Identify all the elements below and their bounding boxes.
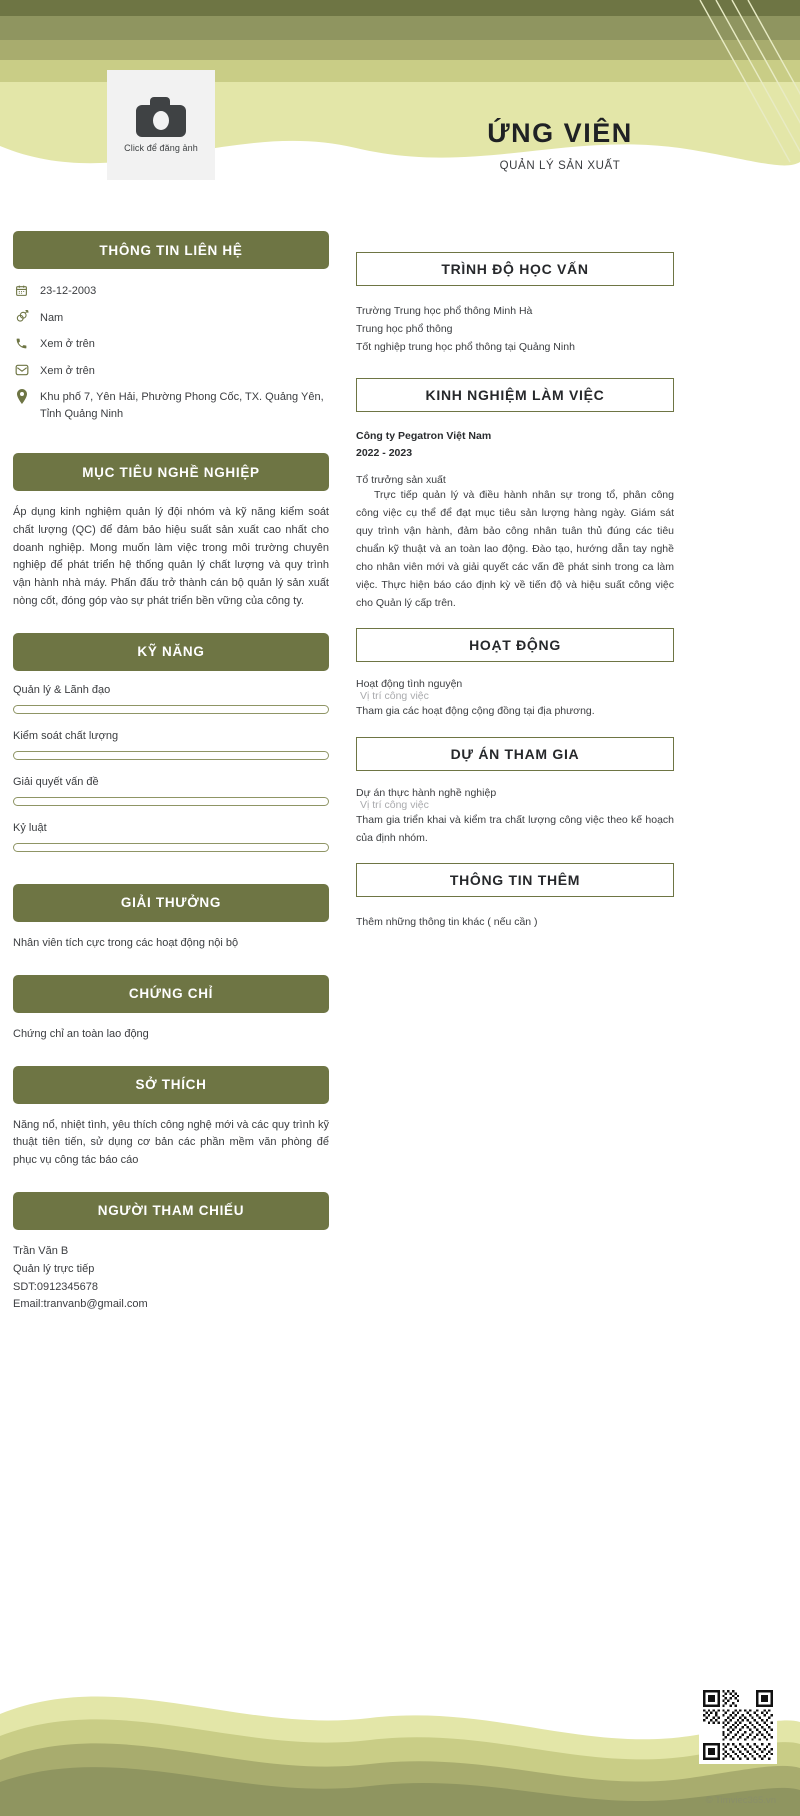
section-header-additional: THÔNG TIN THÊM: [356, 863, 674, 897]
section-header-contact: THÔNG TIN LIÊN HỆ: [13, 231, 329, 269]
camera-icon: [136, 97, 186, 137]
skill-item[interactable]: [13, 730, 329, 760]
email-icon: [13, 362, 30, 378]
experience-company: Công ty Pegatron Việt Nam: [356, 430, 492, 443]
skill-item[interactable]: [13, 684, 329, 714]
project-position-placeholder[interactable]: Vị trí công việc: [360, 798, 429, 811]
hobbies-text[interactable]: Năng nổ, nhiệt tình, yêu thích công nghệ mới và các quy trình kỹ thuật tiên tiến, sử dụng cơ bản các phần mềm văn phòng để phục vụ công tác báo cáo: [13, 1118, 329, 1167]
activity-description: Tham gia các hoạt động cộng đồng tại địa phương.: [356, 705, 595, 718]
right-column: [356, 252, 674, 931]
contact-value-email: Xem ở trên: [40, 364, 95, 377]
awards-text[interactable]: Nhân viên tích cực trong các hoạt động nội bộ: [13, 936, 239, 949]
activity-title: Hoạt động tình nguyện: [356, 678, 463, 691]
qr-code[interactable]: [699, 1686, 777, 1764]
reference-email: Email:tranvanb@gmail.com: [13, 1298, 148, 1311]
reference-block[interactable]: [13, 1243, 329, 1314]
additional-text[interactable]: Thêm những thông tin khác ( nếu cần ): [356, 915, 538, 928]
gender-icon: [13, 309, 30, 325]
watermark: © Timviec365.vn: [705, 1795, 776, 1806]
projects-block[interactable]: [356, 787, 674, 847]
education-school: Trường Trung học phổ thông Minh Hà: [356, 305, 533, 317]
contact-value-birthday: 23-12-2003: [40, 285, 97, 297]
contact-item-phone[interactable]: [13, 335, 329, 353]
skills-list: [13, 684, 329, 852]
education-degree: Trung học phổ thông: [356, 323, 453, 336]
reference-phone: SDT:0912345678: [13, 1280, 99, 1293]
section-header-projects: DỰ ÁN THAM GIA: [356, 737, 674, 771]
reference-name: Trần Văn B: [13, 1244, 69, 1257]
skill-item[interactable]: [13, 776, 329, 806]
skill-item[interactable]: [13, 822, 329, 852]
contact-value-phone: Xem ở trên: [40, 338, 95, 350]
education-block[interactable]: [356, 302, 674, 356]
skill-progress-bar[interactable]: [13, 705, 329, 714]
reference-role: Quản lý trực tiếp: [13, 1262, 95, 1275]
experience-period: 2022 - 2023: [356, 447, 413, 460]
contact-item-gender[interactable]: [13, 309, 329, 327]
activities-block[interactable]: [356, 678, 674, 720]
certificates-text[interactable]: Chứng chỉ an toàn lao động: [13, 1027, 149, 1040]
name-block: [360, 118, 760, 172]
section-header-objective: MỤC TIÊU NGHỀ NGHIỆP: [13, 453, 329, 491]
activity-position-placeholder[interactable]: Vị trí công việc: [360, 690, 429, 703]
skill-label: Giải quyết vấn đề: [13, 775, 99, 788]
skill-progress-bar[interactable]: [13, 843, 329, 852]
section-header-awards: GIẢI THƯỞNG: [13, 884, 329, 922]
objective-text[interactable]: Áp dụng kinh nghiệm quản lý đội nhóm và kỹ năng kiểm soát chất lượng (QC) để đảm bảo hiệu suất sản xuất cao nhất cho doanh nghiệp. Mong muốn làm việc trong môi trường chuyên nghiệp để phát triển hệ thống quản lý chất lượng và quy trình vận hành nhà máy. Phấn đấu trở thành cán bộ quản lý sản xuất nòng cốt, đóng góp vào sự phát triển bền vững của công ty.: [13, 506, 329, 608]
contact-value-address: Khu phố 7, Yên Hải, Phường Phong Cốc, TX. Quảng Yên, Tỉnh Quảng Ninh: [40, 391, 324, 420]
contact-item-birthday[interactable]: [13, 282, 329, 300]
skill-label: Kỷ luật: [13, 821, 47, 834]
footer-decoration: [0, 1656, 800, 1816]
experience-position: Tổ trưởng sản xuất: [356, 474, 446, 487]
education-note: Tốt nghiệp trung học phổ thông tại Quảng Ninh: [356, 341, 575, 354]
section-header-education: TRÌNH ĐỘ HỌC VẤN: [356, 252, 674, 286]
candidate-name[interactable]: ỨNG VIÊN: [487, 118, 633, 148]
experience-description: Trực tiếp quản lý và điều hành nhân sự trong tổ, phân công công việc cụ thể để đạt mục tiêu sản lượng hàng ngày. Giám sát quy trình vận hành, đảm bảo công nhân tuân thủ đúng các tiêu chuẩn kỹ thuật và an toàn lao động. Đào tạo, hướng dẫn tay nghề cho nhân viên mới và giải quyết các vấn đề phát sinh trong ca làm việc. Thực hiện báo cáo định kỳ về tiến độ và hiệu suất công việc cho Quản lý cấp trên.: [356, 489, 674, 610]
section-header-skills: KỸ NĂNG: [13, 633, 329, 671]
section-header-references: NGƯỜI THAM CHIẾU: [13, 1192, 329, 1230]
contact-item-address[interactable]: [13, 388, 329, 422]
section-header-certificates: CHỨNG CHỈ: [13, 975, 329, 1013]
section-header-hobbies: SỞ THÍCH: [13, 1066, 329, 1104]
skill-label: Quản lý & Lãnh đạo: [13, 683, 111, 696]
contact-list: [13, 282, 329, 422]
section-header-activities: HOẠT ĐỘNG: [356, 628, 674, 662]
location-icon: [13, 388, 30, 404]
contact-item-email[interactable]: [13, 362, 329, 380]
candidate-job-title[interactable]: QUẢN LÝ SẢN XUẤT: [499, 160, 621, 172]
section-header-experience: KINH NGHIỆM LÀM VIỆC: [356, 378, 674, 412]
photo-upload-label: Click để đăng ảnh: [124, 143, 198, 153]
skill-progress-bar[interactable]: [13, 797, 329, 806]
skill-progress-bar[interactable]: [13, 751, 329, 760]
contact-value-gender: Nam: [40, 311, 64, 324]
skill-label: Kiểm soát chất lượng: [13, 729, 119, 742]
photo-upload-box[interactable]: [107, 70, 215, 180]
project-description: Tham gia triển khai và kiểm tra chất lượng công việc theo kế hoạch của định nhóm.: [356, 813, 674, 844]
left-column: [13, 231, 329, 1314]
project-title: Dự án thực hành nghề nghiệp: [356, 786, 497, 799]
calendar-icon: [13, 282, 30, 298]
experience-block[interactable]: [356, 428, 674, 612]
phone-icon: [13, 335, 30, 351]
